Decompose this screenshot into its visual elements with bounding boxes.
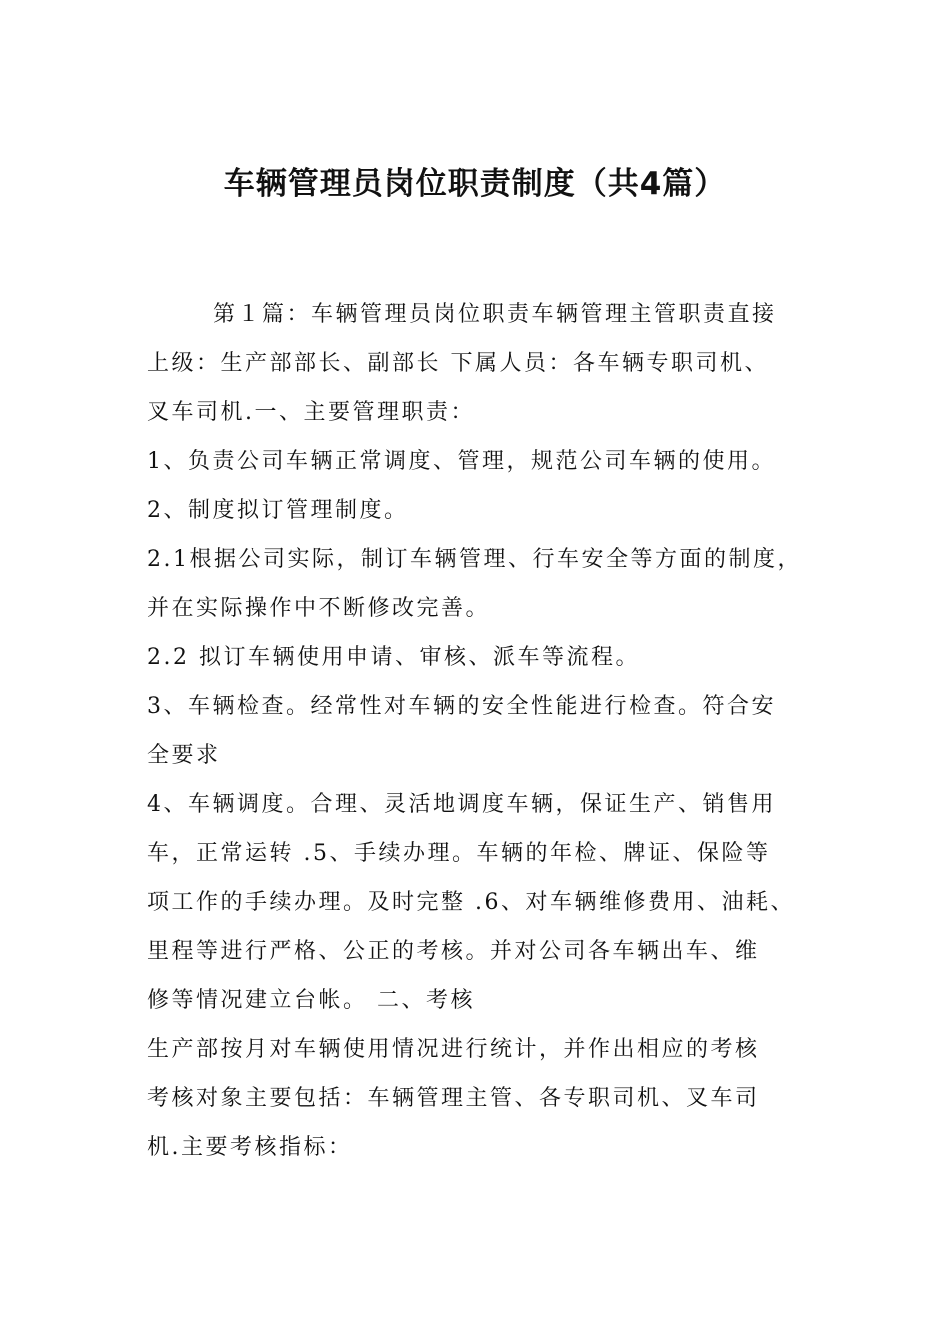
text-line: 生产部按月对车辆使用情况进行统计，并作出相应的考核 [147,1037,760,1062]
text-line: 2、制度拟订管理制度。 [147,498,409,523]
text-line: 并在实际操作中不断修改完善。 [147,596,491,621]
text-line: 项工作的手续办理。及时完整 .6、对车辆维修费用、油耗、 [147,890,795,915]
text-line: 里程等进行严格、公正的考核。并对公司各车辆出车、维 [147,939,760,964]
text-line: 叉车司机.一、主要管理职责： [147,400,475,425]
text-line: 车，正常运转 .5、手续办理。车辆的年检、牌证、保险等 [147,841,771,866]
text-line: 2.2 拟订车辆使用申请、审核、派车等流程。 [147,645,640,670]
text-line: 全要求 [147,743,221,768]
text-line: 上级：生产部部长、副部长 下属人员：各车辆专职司机、 [147,351,769,376]
text-line: 1、负责公司车辆正常调度、管理，规范公司车辆的使用。 [147,449,776,474]
text-line: 4、车辆调度。合理、灵活地调度车辆，保证生产、销售用 [147,792,776,817]
text-line: 考核对象主要包括：车辆管理主管、各专职司机、叉车司 [147,1086,760,1111]
text-line: 3、车辆检查。经常性对车辆的安全性能进行检查。符合安 [147,694,776,719]
text-line: 机.主要考核指标： [147,1135,353,1160]
text-line: 2.1根据公司实际，制订车辆管理、行车安全等方面的制度， [147,547,802,572]
text-line: 修等情况建立台帐。 二、考核 [147,988,475,1013]
document-title: 车辆管理员岗位职责制度（共4篇） [223,166,727,202]
text-line: 第１篇：车辆管理员岗位职责车辆管理主管职责直接 [213,302,777,327]
document-body [147,290,827,1172]
